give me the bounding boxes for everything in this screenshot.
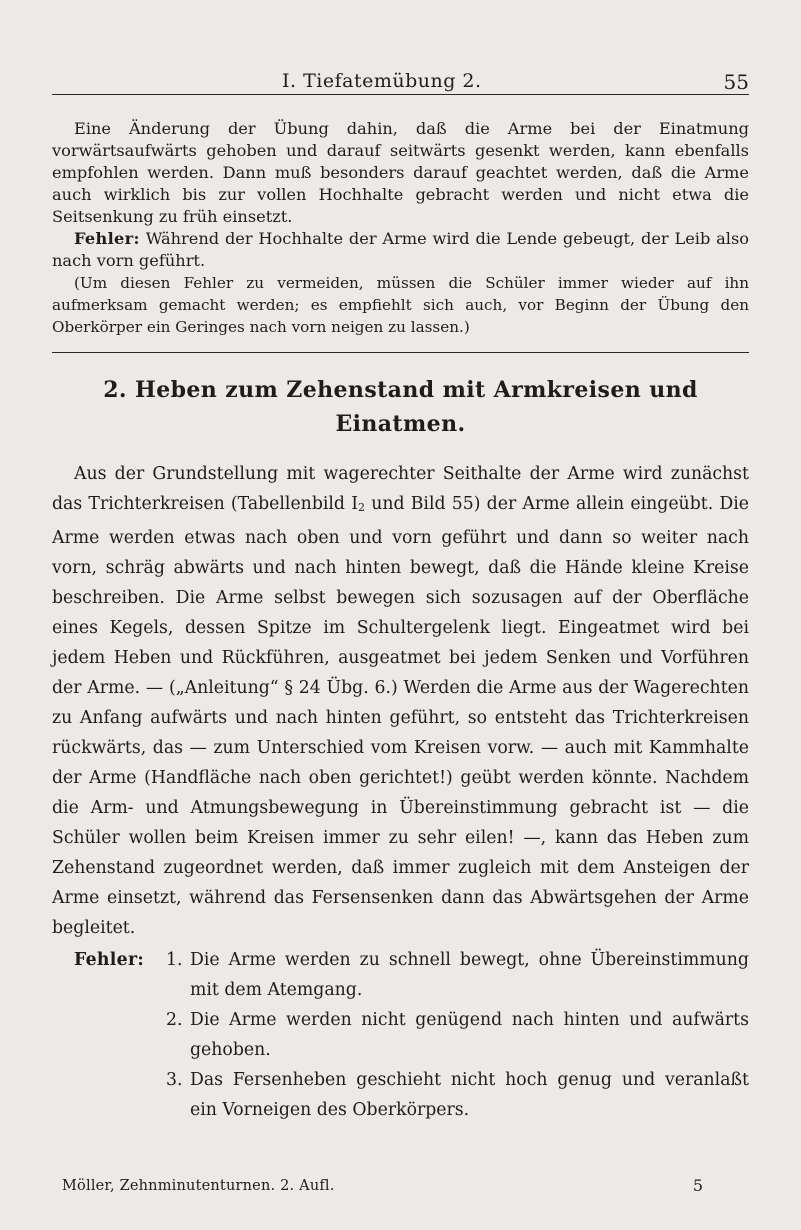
section-error-label: Fehler: xyxy=(74,950,145,970)
error-description: Die Arme werden nicht genügend nach hinten und aufwärts gehoben. xyxy=(190,1010,749,1060)
error-number: 3. xyxy=(166,1070,183,1090)
error-description: Die Arme werden zu schnell bewegt, ohne Übereinstimmung mit dem Atemgang. xyxy=(190,950,749,1000)
error-item xyxy=(166,945,749,1005)
running-header xyxy=(0,58,801,98)
page-body xyxy=(52,118,749,1125)
page-number: 55 xyxy=(723,70,749,94)
page-footer xyxy=(52,1173,749,1201)
section-heading: 2. Heben zum Zehenstand mit Armkreisen und Einatmen. xyxy=(103,377,698,437)
section-text-start: Aus der Grundstellung mit wagerechter Seithalte der Arme wird zunächst das Trichterkreisen (Tabellenbild I xyxy=(52,464,749,514)
error-item xyxy=(166,1005,749,1065)
section-main-paragraph xyxy=(52,459,749,943)
section-text-rest: und Bild 55) der Arme allein eingeübt. Die Arme werden etwas nach oben und vorn geführt und dann so weiter nach vorn, schräg abwärts und nach hinten bewegt, daß die Hände kleine Kreise beschreiben. Die Arme selbst bewegen sich sozusagen auf der Oberfläche eines Kegels, dessen Spitze im Schultergelenk liegt. Eingeatmet wird bei jedem Heben und Rückführen, ausgeatmet bei jedem Senken und Vorführen der Arme. — („Anleitung“ § 24 Übg. 6.) Werden die Arme aus der Wagerechten zu Anfang aufwärts und nach hinten geführt, so entsteht das Trichterkreisen rückwärts, das — zum Unterschied vom Kreisen vorw. — auch mit Kammhalte der Arme (Handfläche nach oben gerichtet!) geübt werden könnte. Nachdem die Arm- und Atmungsbewegung in Übereinstimmung gebracht ist — die Schüler wollen beim Kreisen immer zu sehr eilen! —, kann das Heben zum Zehenstand zugeordnet werden, daß immer zugleich mit dem Ansteigen der Arme einsetzt, während das Fersensenken dann das Abwärtsgehen der Arme begleitet. xyxy=(52,494,749,938)
intro-error-paragraph xyxy=(52,228,749,272)
running-title: I. Tiefatemübung 2. xyxy=(282,70,482,92)
error-item xyxy=(166,1065,749,1125)
table-subscript: 2 xyxy=(358,501,366,514)
error-number: 2. xyxy=(166,1010,183,1030)
note-paragraph: (Um diesen Fehler zu vermeiden, müssen die Schüler immer wieder auf ihn aufmerksam gemacht werden; es empfiehlt sich auch, vor Beginn der Übung den Oberkörper ein Geringes nach vorn neigen zu lassen.) xyxy=(52,274,749,336)
header-rule xyxy=(52,94,749,95)
section-divider xyxy=(52,352,749,353)
error-list xyxy=(166,945,749,1125)
error-number: 1. xyxy=(166,950,183,970)
error-label: Fehler: xyxy=(74,229,140,248)
section-errors xyxy=(52,945,749,1125)
footer-imprint: Möller, Zehnminutenturnen. 2. Aufl. xyxy=(62,1178,335,1194)
footer-signature: 5 xyxy=(692,1176,703,1195)
error-description: Das Fersenheben geschieht nicht hoch genug und veranlaßt ein Vorneigen des Oberkörpers. xyxy=(190,1070,749,1120)
error-text: Während der Hochhalte der Arme wird die Lende gebeugt, der Leib also nach vorn geführt. xyxy=(52,229,749,270)
intro-paragraph: Eine Änderung der Übung dahin, daß die Arme bei der Einatmung vorwärtsaufwärts gehoben und darauf seitwärts gesenkt werden, kann ebenfalls empfohlen werden. Dann muß besonders darauf geachtet werden, daß die Arme auch wirklich bis zur vollen Hochhalte gebracht werden und nicht etwa die Seitsenkung zu früh einsetzt. xyxy=(52,119,749,226)
